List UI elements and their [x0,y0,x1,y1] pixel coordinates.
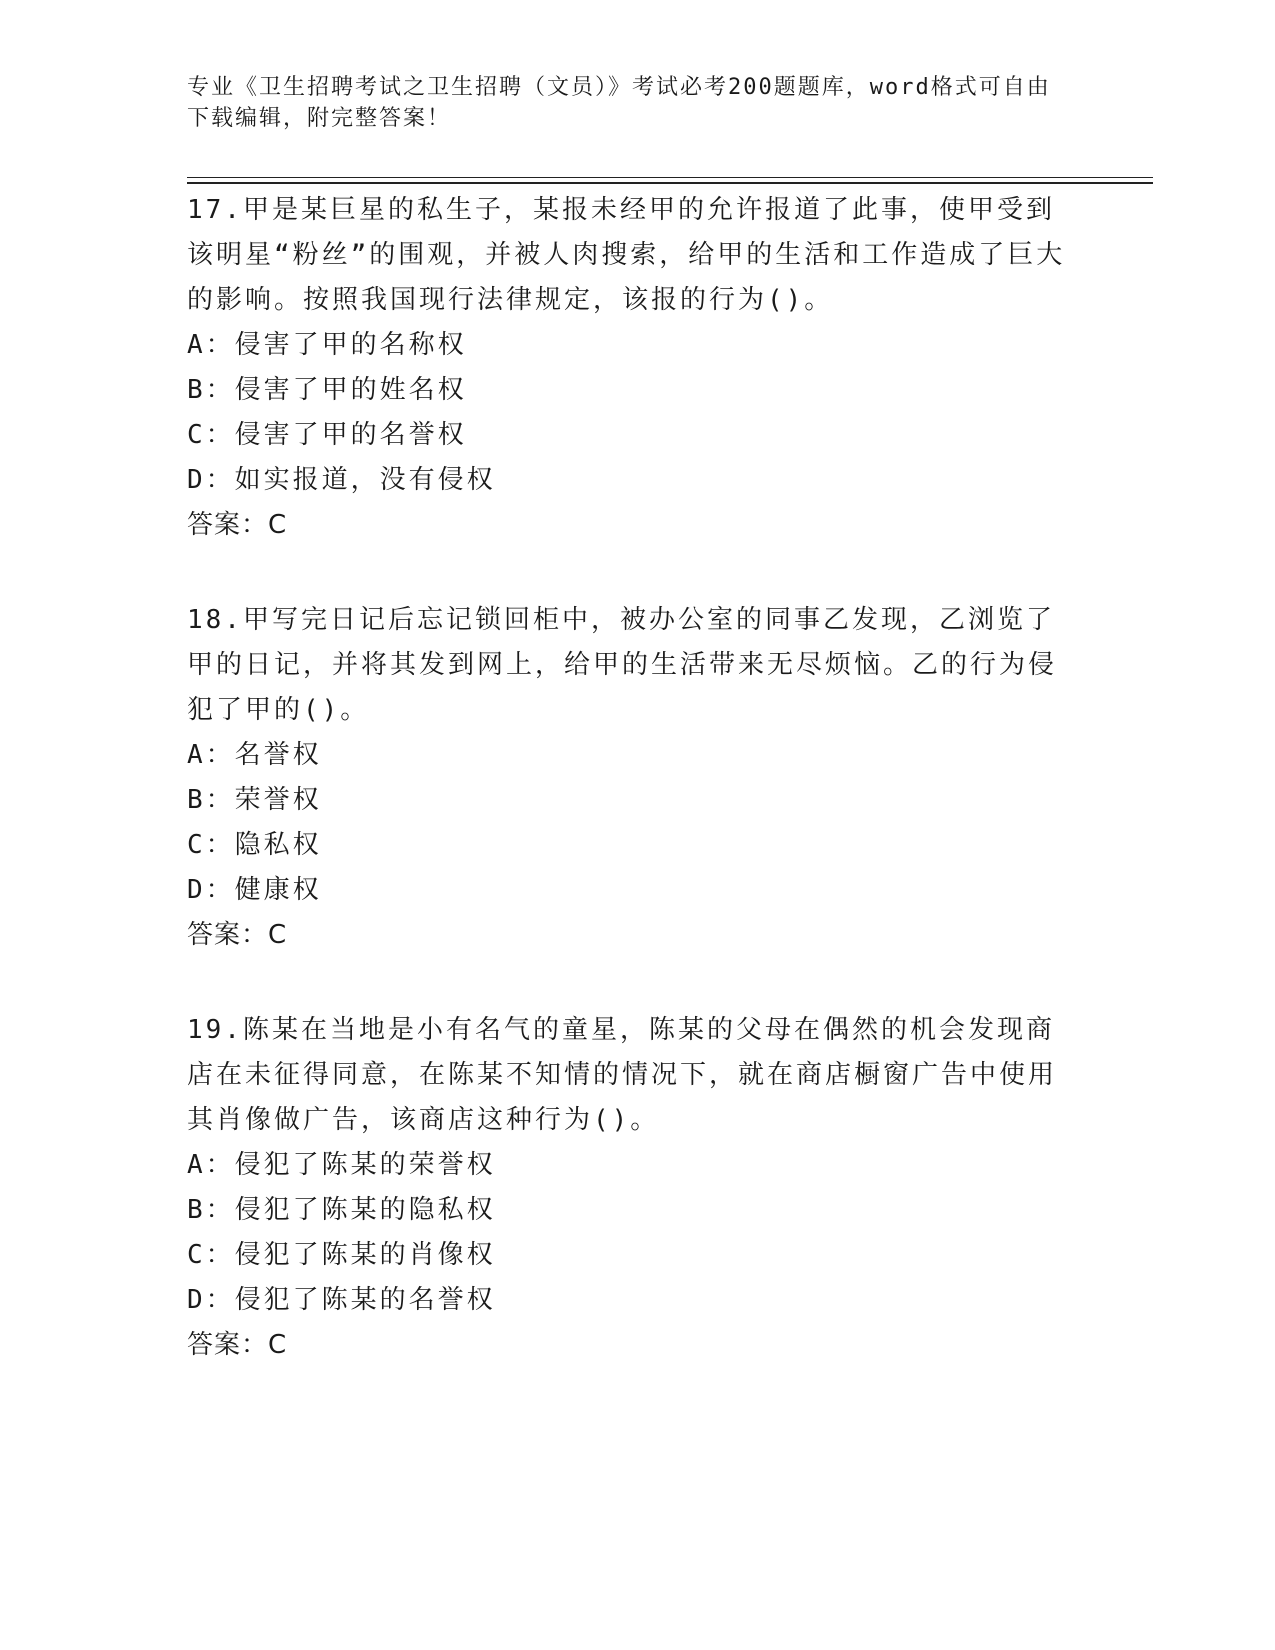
option-c: C：侵害了甲的名誉权 [187,420,467,450]
option-c: C：侵犯了陈某的肖像权 [187,1240,496,1270]
option-a: A：侵犯了陈某的荣誉权 [187,1150,496,1180]
option-d: D：如实报道，没有侵权 [187,465,496,495]
answer-line: 答案：C [187,920,288,950]
question-stem: 17.甲是某巨星的私生子，某报未经甲的允许报道了此事，使甲受到该明星“粉丝”的围观，并被人肉搜索，给甲的生活和工作造成了巨大的影响。按照我国现行法律规定，该报的行为()。 [187,195,1066,315]
option-c: C：隐私权 [187,830,322,860]
answer-line: 答案：C [187,1330,288,1360]
divider-line [187,182,1153,184]
option-d: D：健康权 [187,875,322,905]
question-block [187,188,1077,548]
question-block [187,598,1077,958]
document-intro: 专业《卫生招聘考试之卫生招聘（文员）》考试必考200题题库，word格式可自由下载编辑，附完整答案！ [187,75,1051,131]
answer-line: 答案：C [187,510,288,540]
divider-line [187,177,1153,178]
option-a: A：侵害了甲的名称权 [187,330,467,360]
option-b: B：侵害了甲的姓名权 [187,375,467,405]
option-d: D：侵犯了陈某的名誉权 [187,1285,496,1315]
question-stem: 18.甲写完日记后忘记锁回柜中，被办公室的同事乙发现，乙浏览了甲的日记，并将其发到网上，给甲的生活带来无尽烦恼。乙的行为侵犯了甲的()。 [187,605,1058,725]
question-stem: 19.陈某在当地是小有名气的童星，陈某的父母在偶然的机会发现商店在未征得同意，在陈某不知情的情况下，就在商店橱窗广告中使用其肖像做广告，该商店这种行为()。 [187,1015,1058,1135]
question-block [187,1008,1077,1368]
option-b: B：侵犯了陈某的隐私权 [187,1195,496,1225]
option-a: A：名誉权 [187,740,322,770]
option-b: B：荣誉权 [187,785,322,815]
